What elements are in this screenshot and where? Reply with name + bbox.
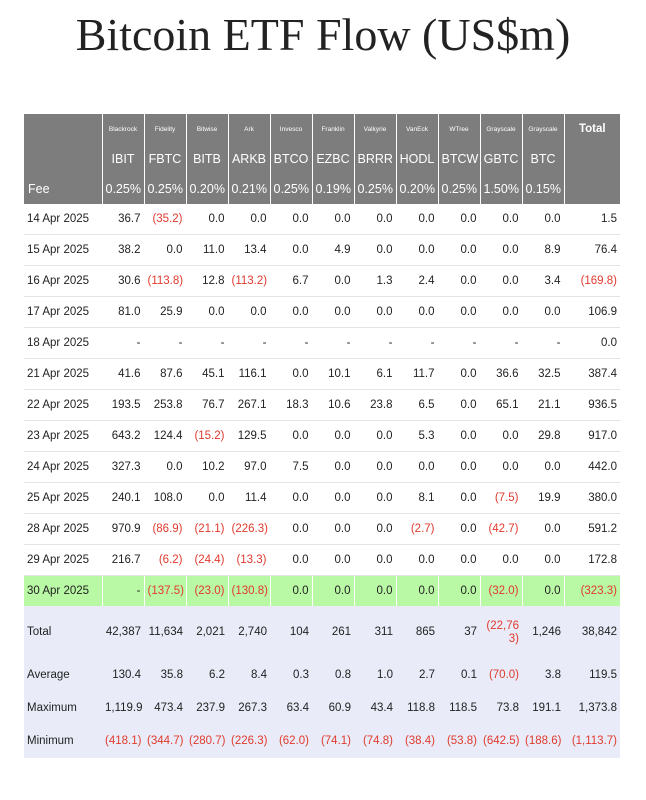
fee-value: 0.25% — [270, 174, 312, 204]
issuer-name: Ark — [228, 114, 270, 144]
ticker-label: GBTC — [480, 144, 522, 174]
flow-value: 0.0 — [354, 297, 396, 328]
date-cell: 21 Apr 2025 — [24, 359, 102, 390]
fee-label: Fee — [24, 174, 102, 204]
flow-value: 0.0 — [396, 297, 438, 328]
stat-total: (1,113.7) — [564, 725, 620, 758]
flow-value: (6.2) — [144, 545, 186, 576]
flow-value: 30.6 — [102, 266, 144, 297]
flow-value: (86.9) — [144, 514, 186, 545]
row-total: 76.4 — [564, 235, 620, 266]
fee-value: 0.19% — [312, 174, 354, 204]
flow-value: 0.0 — [186, 483, 228, 514]
row-total: 1.5 — [564, 204, 620, 235]
row-total: 387.4 — [564, 359, 620, 390]
fee-value: 0.25% — [102, 174, 144, 204]
flow-value: 65.1 — [480, 390, 522, 421]
day-row — [24, 328, 620, 359]
flow-value: (226.3) — [228, 514, 270, 545]
stat-value: (74.8) — [354, 725, 396, 758]
flow-value: 0.0 — [396, 204, 438, 235]
flow-value: 0.0 — [354, 421, 396, 452]
flow-value: 81.0 — [102, 297, 144, 328]
stat-total: 1,373.8 — [564, 692, 620, 725]
flow-value: 0.0 — [522, 297, 564, 328]
ticker-label: BTCO — [270, 144, 312, 174]
day-row — [24, 452, 620, 483]
day-row — [24, 235, 620, 266]
stat-value: 3.8 — [522, 659, 564, 692]
flow-value: (21.1) — [186, 514, 228, 545]
date-cell: 29 Apr 2025 — [24, 545, 102, 576]
flow-value: (113.2) — [228, 266, 270, 297]
issuer-name: Invesco — [270, 114, 312, 144]
ticker-label: HODL — [396, 144, 438, 174]
date-cell: 15 Apr 2025 — [24, 235, 102, 266]
flow-value: - — [396, 328, 438, 359]
ticker-label: BRRR — [354, 144, 396, 174]
date-cell: 14 Apr 2025 — [24, 204, 102, 235]
flow-value: 0.0 — [438, 297, 480, 328]
stat-total: 119.5 — [564, 659, 620, 692]
flow-value: 0.0 — [396, 235, 438, 266]
issuer-name: WTree — [438, 114, 480, 144]
stat-value: 191.1 — [522, 692, 564, 725]
flow-value: 0.0 — [270, 359, 312, 390]
date-cell: 16 Apr 2025 — [24, 266, 102, 297]
flow-value: 0.0 — [438, 576, 480, 607]
flow-value: 0.0 — [480, 545, 522, 576]
flow-value: 13.4 — [228, 235, 270, 266]
flow-value: 0.0 — [312, 545, 354, 576]
issuer-header-row — [24, 114, 620, 144]
flow-value: 643.2 — [102, 421, 144, 452]
flow-value: 0.0 — [312, 483, 354, 514]
stat-value: 2,021 — [186, 606, 228, 659]
day-row — [24, 204, 620, 235]
flow-value: - — [438, 328, 480, 359]
flow-value: 0.0 — [270, 297, 312, 328]
flow-value: 0.0 — [270, 235, 312, 266]
flow-value: 21.1 — [522, 390, 564, 421]
flow-value: 129.5 — [228, 421, 270, 452]
flow-value: 0.0 — [354, 452, 396, 483]
issuer-name: Bitwise — [186, 114, 228, 144]
flow-value: 193.5 — [102, 390, 144, 421]
stat-value: (70.0) — [480, 659, 522, 692]
flow-value: 240.1 — [102, 483, 144, 514]
flow-value: 11.7 — [396, 359, 438, 390]
header-corner-cell — [24, 114, 102, 144]
flow-value: 0.0 — [438, 204, 480, 235]
flow-value: 10.2 — [186, 452, 228, 483]
day-row — [24, 359, 620, 390]
flow-value: 38.2 — [102, 235, 144, 266]
flow-value: 0.0 — [480, 297, 522, 328]
flow-value: 1.3 — [354, 266, 396, 297]
total-header: Total — [564, 114, 620, 144]
ticker-total-cell — [564, 144, 620, 174]
flow-value: 3.4 — [522, 266, 564, 297]
flow-value: 116.1 — [228, 359, 270, 390]
flow-value: 0.0 — [438, 421, 480, 452]
flow-value: 253.8 — [144, 390, 186, 421]
stat-value: (188.6) — [522, 725, 564, 758]
flow-value: 10.6 — [312, 390, 354, 421]
stat-value: (62.0) — [270, 725, 312, 758]
date-cell: 28 Apr 2025 — [24, 514, 102, 545]
flow-value: 0.0 — [438, 483, 480, 514]
flow-value: 0.0 — [438, 390, 480, 421]
flow-value: 0.0 — [312, 514, 354, 545]
flow-value: 0.0 — [438, 514, 480, 545]
flow-value: 267.1 — [228, 390, 270, 421]
stat-value: (53.8) — [438, 725, 480, 758]
stat-value: 0.8 — [312, 659, 354, 692]
fee-value: 0.25% — [354, 174, 396, 204]
flow-value: - — [186, 328, 228, 359]
stat-value: 11,634 — [144, 606, 186, 659]
issuer-name: Blackrock — [102, 114, 144, 144]
flow-value: (13.3) — [228, 545, 270, 576]
flow-value: - — [102, 576, 144, 607]
flow-value: 8.1 — [396, 483, 438, 514]
flow-value: 0.0 — [438, 359, 480, 390]
flow-value: 12.8 — [186, 266, 228, 297]
flow-value: 0.0 — [522, 514, 564, 545]
flow-value: 0.0 — [438, 545, 480, 576]
ticker-label: FBTC — [144, 144, 186, 174]
page-title: Bitcoin ETF Flow (US$m) — [75, 9, 571, 60]
flow-value: 0.0 — [312, 297, 354, 328]
flow-value: (24.4) — [186, 545, 228, 576]
row-total: 442.0 — [564, 452, 620, 483]
flow-value: 0.0 — [522, 452, 564, 483]
stat-value: (226.3) — [228, 725, 270, 758]
day-row — [24, 421, 620, 452]
flow-value: (15.2) — [186, 421, 228, 452]
stat-value: (642.5) — [480, 725, 522, 758]
flow-value: - — [228, 328, 270, 359]
stat-value: 1,246 — [522, 606, 564, 659]
flow-value: 0.0 — [522, 545, 564, 576]
row-total: 0.0 — [564, 328, 620, 359]
row-total: (169.8) — [564, 266, 620, 297]
stat-value: 37 — [438, 606, 480, 659]
stat-value: 43.4 — [354, 692, 396, 725]
flow-value: 11.4 — [228, 483, 270, 514]
flow-value: 0.0 — [312, 421, 354, 452]
flow-value: 0.0 — [480, 204, 522, 235]
stat-row-maximum — [24, 692, 620, 725]
flow-value: 0.0 — [270, 545, 312, 576]
flow-value: - — [480, 328, 522, 359]
stat-row-total — [24, 606, 620, 659]
flow-value: 36.6 — [480, 359, 522, 390]
stat-value: (418.1) — [102, 725, 144, 758]
flow-value: 0.0 — [354, 514, 396, 545]
stat-value: 2,740 — [228, 606, 270, 659]
flow-value: 0.0 — [438, 452, 480, 483]
issuer-name: VanEck — [396, 114, 438, 144]
row-total: 917.0 — [564, 421, 620, 452]
flow-value: 0.0 — [522, 204, 564, 235]
flow-value: 2.4 — [396, 266, 438, 297]
fee-row — [24, 174, 620, 204]
flow-value: - — [270, 328, 312, 359]
flow-value: 0.0 — [312, 576, 354, 607]
day-row — [24, 266, 620, 297]
stat-value: 311 — [354, 606, 396, 659]
ticker-header-row — [24, 144, 620, 174]
ticker-label: ARKB — [228, 144, 270, 174]
flow-value: - — [312, 328, 354, 359]
flow-value: (113.8) — [144, 266, 186, 297]
flow-value: 216.7 — [102, 545, 144, 576]
flow-value: 0.0 — [312, 266, 354, 297]
stat-value: 0.1 — [438, 659, 480, 692]
flow-value: (130.8) — [228, 576, 270, 607]
stat-value: (38.4) — [396, 725, 438, 758]
flow-value: 76.7 — [186, 390, 228, 421]
flow-value: 0.0 — [270, 204, 312, 235]
flow-value: 0.0 — [270, 421, 312, 452]
stat-value: 63.4 — [270, 692, 312, 725]
flow-value: 108.0 — [144, 483, 186, 514]
stat-total: 38,842 — [564, 606, 620, 659]
date-cell: 25 Apr 2025 — [24, 483, 102, 514]
stat-value: 2.7 — [396, 659, 438, 692]
flow-value: 0.0 — [480, 452, 522, 483]
date-cell: 17 Apr 2025 — [24, 297, 102, 328]
fee-value: 1.50% — [480, 174, 522, 204]
fee-total-cell — [564, 174, 620, 204]
day-row — [24, 545, 620, 576]
flow-value: (7.5) — [480, 483, 522, 514]
flow-value: 0.0 — [186, 297, 228, 328]
flow-value: 19.9 — [522, 483, 564, 514]
flow-value: 4.9 — [312, 235, 354, 266]
fee-value: 0.21% — [228, 174, 270, 204]
flow-value: - — [354, 328, 396, 359]
flow-value: (2.7) — [396, 514, 438, 545]
flow-value: 0.0 — [270, 576, 312, 607]
date-cell: 24 Apr 2025 — [24, 452, 102, 483]
ticker-label: IBIT — [102, 144, 144, 174]
stat-value: 1,119.9 — [102, 692, 144, 725]
flow-value: 0.0 — [522, 576, 564, 607]
flow-value: 0.0 — [396, 576, 438, 607]
flow-value: 7.5 — [270, 452, 312, 483]
flow-value: 45.1 — [186, 359, 228, 390]
stat-value: (280.7) — [186, 725, 228, 758]
stat-value: (74.1) — [312, 725, 354, 758]
row-total: 380.0 — [564, 483, 620, 514]
flow-value: 0.0 — [144, 452, 186, 483]
stat-value: 118.5 — [438, 692, 480, 725]
day-row — [24, 483, 620, 514]
flow-value: 0.0 — [354, 204, 396, 235]
stat-value: 60.9 — [312, 692, 354, 725]
row-total: 106.9 — [564, 297, 620, 328]
flow-value: 0.0 — [186, 204, 228, 235]
etf-flow-table — [24, 114, 620, 758]
flow-value: 11.0 — [186, 235, 228, 266]
flow-value: 0.0 — [480, 266, 522, 297]
flow-value: 87.6 — [144, 359, 186, 390]
day-row — [24, 390, 620, 421]
issuer-name: Grayscale — [522, 114, 564, 144]
ticker-label: EZBC — [312, 144, 354, 174]
flow-value: - — [522, 328, 564, 359]
flow-value: 32.5 — [522, 359, 564, 390]
stat-value: 865 — [396, 606, 438, 659]
flow-value: 41.6 — [102, 359, 144, 390]
flow-value: 8.9 — [522, 235, 564, 266]
flow-value: - — [144, 328, 186, 359]
ticker-label: BITB — [186, 144, 228, 174]
stat-value: 0.3 — [270, 659, 312, 692]
stat-value: 261 — [312, 606, 354, 659]
flow-value: 0.0 — [354, 545, 396, 576]
flow-value: 0.0 — [480, 235, 522, 266]
flow-value: (23.0) — [186, 576, 228, 607]
flow-value: (137.5) — [144, 576, 186, 607]
stat-value: 473.4 — [144, 692, 186, 725]
flow-value: 97.0 — [228, 452, 270, 483]
stat-value: 130.4 — [102, 659, 144, 692]
flow-value: 0.0 — [396, 545, 438, 576]
flow-value: (35.2) — [144, 204, 186, 235]
row-total: 591.2 — [564, 514, 620, 545]
flow-value: - — [102, 328, 144, 359]
day-row — [24, 297, 620, 328]
stat-label: Total — [24, 606, 102, 659]
date-cell: 18 Apr 2025 — [24, 328, 102, 359]
flow-value: (32.0) — [480, 576, 522, 607]
date-cell: 22 Apr 2025 — [24, 390, 102, 421]
flow-value: 0.0 — [438, 266, 480, 297]
flow-value: 0.0 — [228, 297, 270, 328]
row-total: 172.8 — [564, 545, 620, 576]
row-total: 936.5 — [564, 390, 620, 421]
stat-row-minimum — [24, 725, 620, 758]
highlighted-day-row — [24, 576, 620, 607]
issuer-name: Franklin — [312, 114, 354, 144]
stat-value: 267.3 — [228, 692, 270, 725]
flow-value: 0.0 — [144, 235, 186, 266]
flow-value: 0.0 — [480, 421, 522, 452]
ticker-label: BTCW — [438, 144, 480, 174]
flow-value: 0.0 — [396, 452, 438, 483]
flow-value: 23.8 — [354, 390, 396, 421]
stat-label: Average — [24, 659, 102, 692]
row-total: (323.3) — [564, 576, 620, 607]
flow-value: 0.0 — [312, 452, 354, 483]
fee-value: 0.15% — [522, 174, 564, 204]
flow-value: 0.0 — [438, 235, 480, 266]
flow-value: 0.0 — [354, 576, 396, 607]
issuer-name: Grayscale — [480, 114, 522, 144]
flow-value: 10.1 — [312, 359, 354, 390]
flow-value: 36.7 — [102, 204, 144, 235]
flow-value: 6.7 — [270, 266, 312, 297]
fee-value: 0.20% — [186, 174, 228, 204]
stat-value: 104 — [270, 606, 312, 659]
flow-value: 327.3 — [102, 452, 144, 483]
flow-value: 5.3 — [396, 421, 438, 452]
ticker-label: BTC — [522, 144, 564, 174]
flow-value: 6.5 — [396, 390, 438, 421]
day-row — [24, 514, 620, 545]
flow-value: 124.4 — [144, 421, 186, 452]
flow-value: 0.0 — [354, 483, 396, 514]
flow-value: 25.9 — [144, 297, 186, 328]
stat-value: 42,387 — [102, 606, 144, 659]
flow-value: (42.7) — [480, 514, 522, 545]
fee-value: 0.20% — [396, 174, 438, 204]
date-cell: 30 Apr 2025 — [24, 576, 102, 607]
stat-value: 35.8 — [144, 659, 186, 692]
flow-value: 18.3 — [270, 390, 312, 421]
stat-value: (344.7) — [144, 725, 186, 758]
stat-value: (22,763) — [480, 606, 522, 659]
fee-value: 0.25% — [438, 174, 480, 204]
flow-value: 0.0 — [354, 235, 396, 266]
ticker-corner-cell — [24, 144, 102, 174]
flow-value: 0.0 — [228, 204, 270, 235]
flow-value: 0.0 — [312, 204, 354, 235]
flow-value: 29.8 — [522, 421, 564, 452]
stat-value: 6.2 — [186, 659, 228, 692]
flow-value: 0.0 — [270, 483, 312, 514]
fee-value: 0.25% — [144, 174, 186, 204]
stat-value: 1.0 — [354, 659, 396, 692]
stat-value: 118.8 — [396, 692, 438, 725]
date-cell: 23 Apr 2025 — [24, 421, 102, 452]
stat-label: Maximum — [24, 692, 102, 725]
flow-value: 970.9 — [102, 514, 144, 545]
issuer-name: Fidelity — [144, 114, 186, 144]
flow-value: 0.0 — [270, 514, 312, 545]
stat-value: 237.9 — [186, 692, 228, 725]
issuer-name: Valkyrie — [354, 114, 396, 144]
stat-value: 8.4 — [228, 659, 270, 692]
stat-row-average — [24, 659, 620, 692]
flow-value: 6.1 — [354, 359, 396, 390]
stat-label: Minimum — [24, 725, 102, 758]
stat-value: 73.8 — [480, 692, 522, 725]
